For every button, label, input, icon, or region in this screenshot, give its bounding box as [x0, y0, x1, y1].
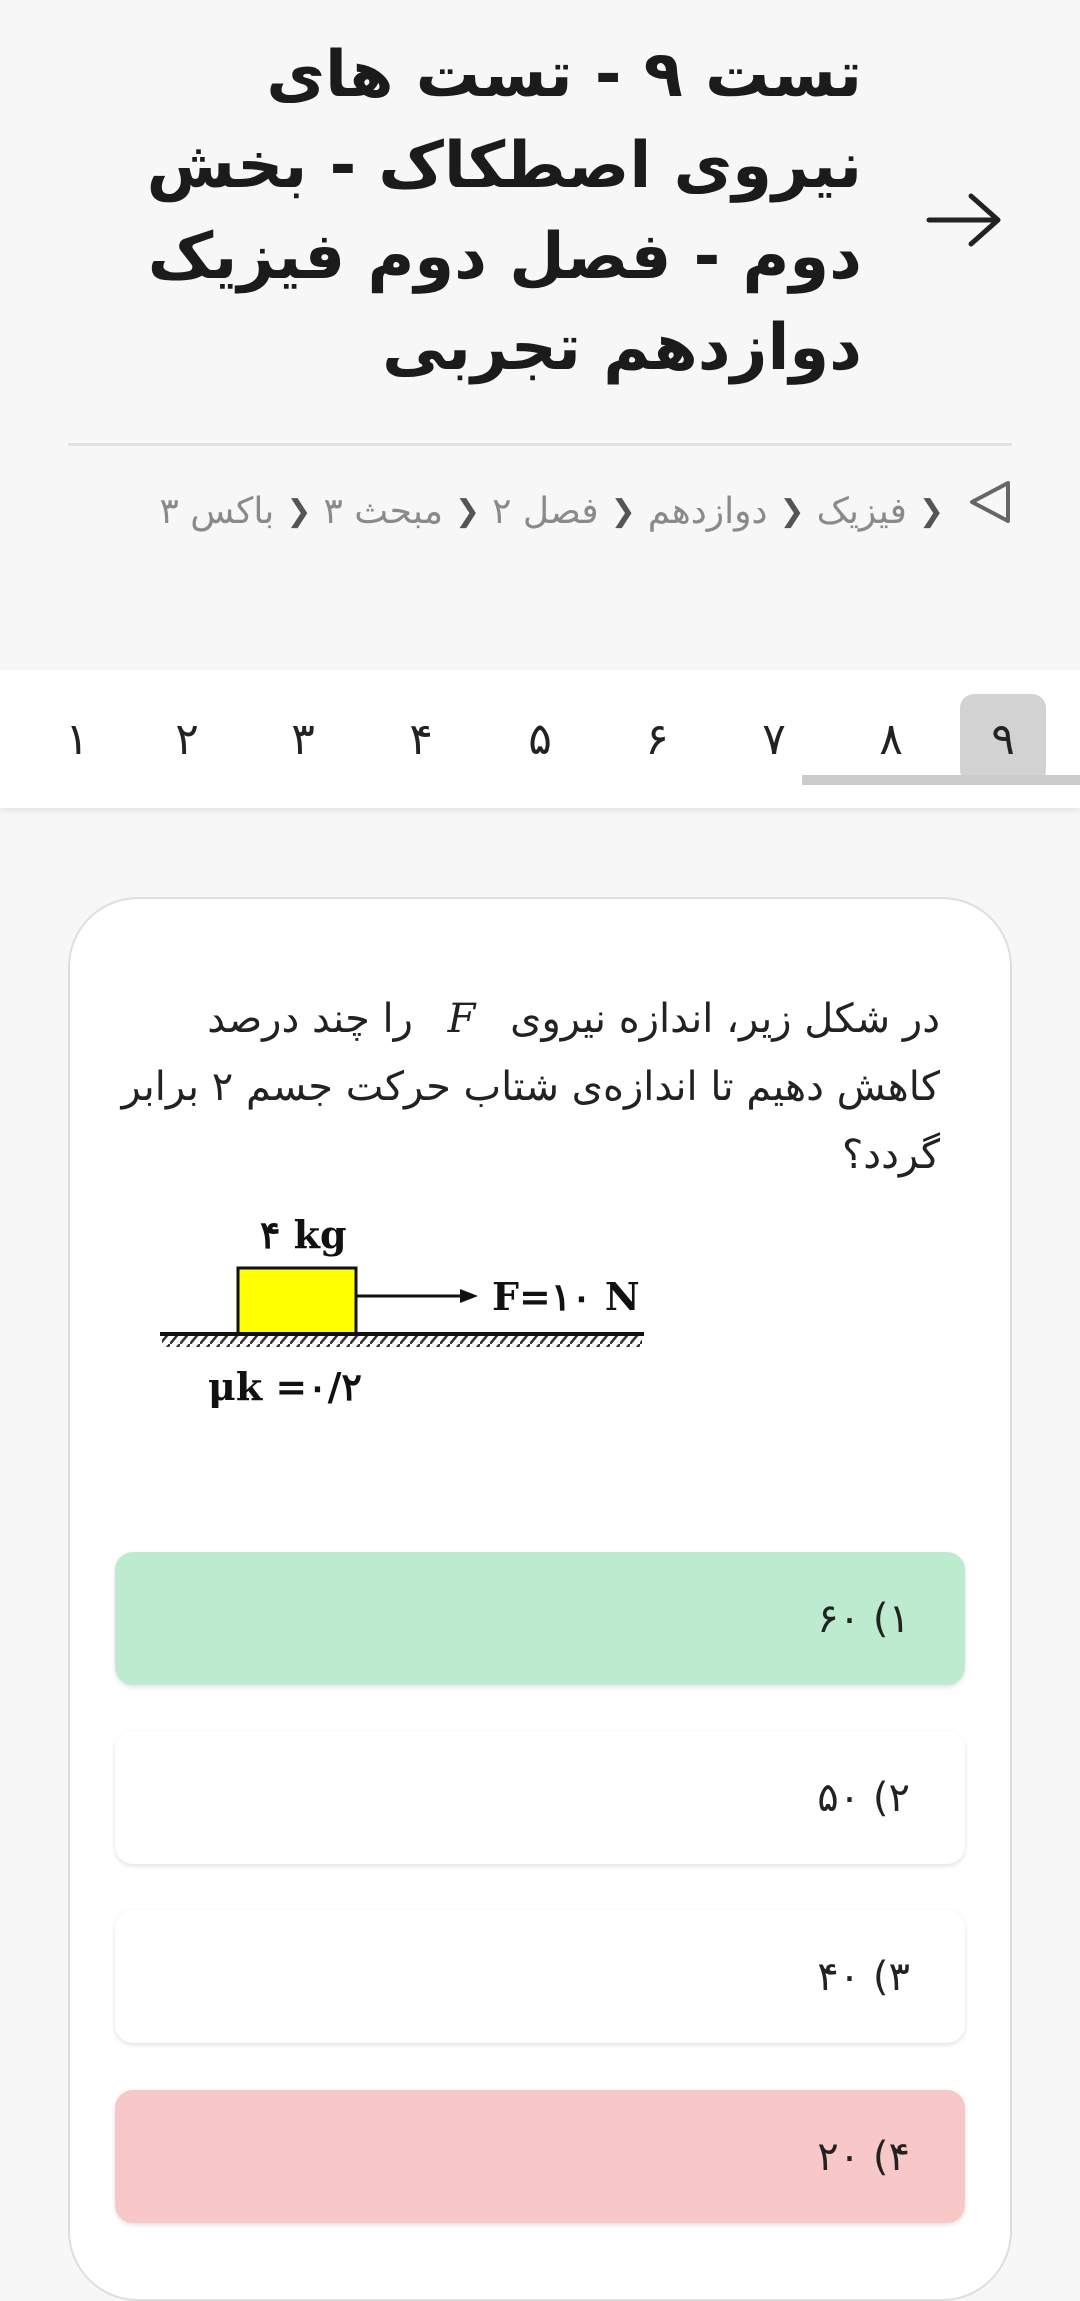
tab-question-8[interactable]: ۸ — [879, 713, 903, 765]
answer-option-1[interactable]: ۱) ۶۰ — [115, 1552, 965, 1685]
chevron-left-icon: ❮ — [286, 494, 312, 529]
tab-question-3[interactable]: ۳ — [291, 713, 315, 765]
force-label: F=۱۰ N — [492, 1274, 640, 1319]
chevron-left-icon: ❮ — [918, 494, 944, 529]
tab-question-9[interactable]: ۹ — [960, 694, 1046, 784]
answer-option-4[interactable]: ۴) ۲۰ — [115, 2090, 965, 2223]
question-text-before: در شکل زیر، اندازه نیروی — [510, 996, 940, 1042]
back-arrow-icon[interactable] — [917, 185, 1012, 255]
mass-label: ۴ kg — [260, 1212, 347, 1257]
question-text-after: را چند درصد کاهش دهیم تا اندازه‌ی شتاب حرکت جسم ۲ برابر گردد؟ — [121, 996, 940, 1178]
page-header — [68, 30, 1012, 445]
chevron-left-icon: ❮ — [779, 494, 805, 529]
header-divider — [68, 443, 1012, 446]
friction-label: μk =۰/۲ — [208, 1364, 362, 1409]
breadcrumb — [120, 478, 1012, 546]
breadcrumb-item-chapter[interactable]: فصل ۲ — [492, 491, 599, 532]
tab-question-1[interactable]: ۱ — [65, 713, 89, 765]
tab-question-5[interactable]: ۵ — [528, 713, 552, 765]
question-number-tabs — [0, 670, 1080, 808]
question-variable: F — [447, 996, 476, 1042]
chevron-left-icon: ❮ — [454, 494, 481, 529]
tab-scroll-indicator — [802, 775, 1080, 785]
tab-question-7[interactable]: ۷ — [762, 713, 786, 765]
block — [238, 1268, 356, 1334]
page-title: تست ۹ - تست های نیروی اصطکاک - بخش دوم - فصل دوم فیزیک دوازدهم تجربی — [146, 38, 862, 385]
breadcrumb-item-subject[interactable]: فیزیک — [816, 491, 907, 532]
answer-option-3[interactable]: ۳) ۴۰ — [115, 1910, 965, 2043]
answer-option-2[interactable]: ۲) ۵۰ — [115, 1731, 965, 1864]
tab-question-6[interactable]: ۶ — [645, 713, 669, 765]
force-arrowhead — [460, 1289, 478, 1303]
tab-question-2[interactable]: ۲ — [175, 713, 199, 765]
play-icon[interactable] — [968, 478, 1012, 546]
breadcrumb-item-grade[interactable]: دوازدهم — [647, 491, 768, 532]
question-text — [100, 985, 940, 1189]
tab-question-4[interactable]: ۴ — [409, 713, 433, 765]
chevron-left-icon: ❮ — [610, 494, 636, 529]
physics-diagram — [160, 1200, 660, 1434]
breadcrumb-item-topic[interactable]: مبحث ۳ — [323, 491, 443, 532]
breadcrumb-item-box[interactable]: باکس ۳ — [159, 491, 275, 532]
